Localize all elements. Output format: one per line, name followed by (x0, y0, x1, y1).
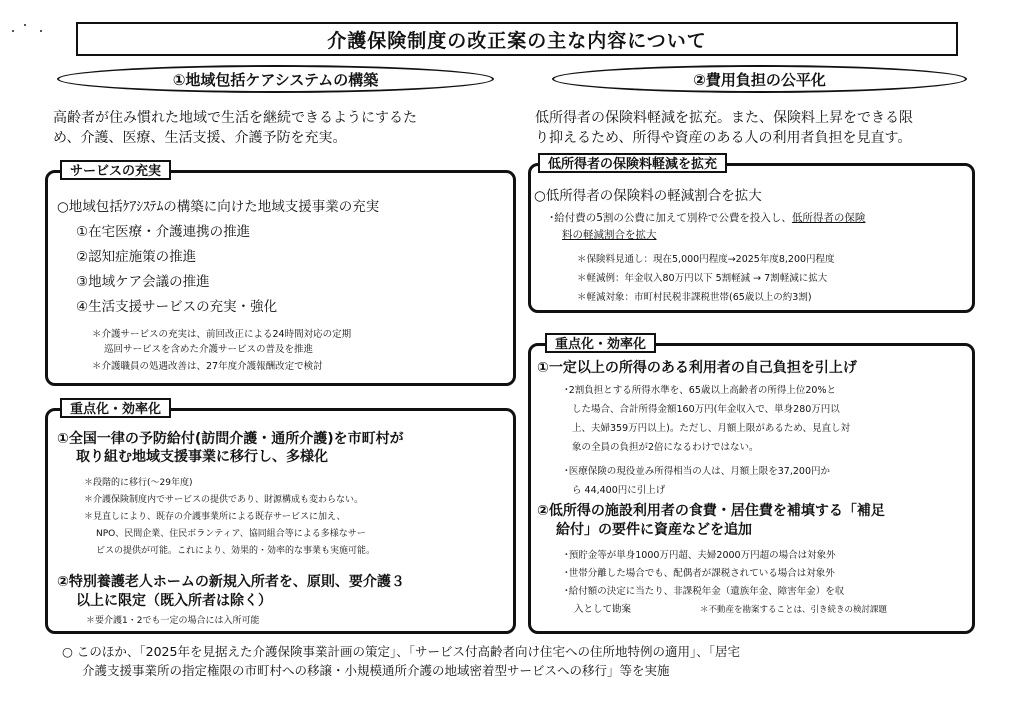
left-priority-panel-label: 重点化・効率化 (60, 398, 171, 418)
lowincome-panel-label: 低所得者の保険料軽減を拡充 (538, 153, 727, 173)
right-priority-note-2: ･世帯分離した場合でも、配偶者が課税されている場合は対象外 (564, 568, 835, 579)
right-priority-panel-label: 重点化・効率化 (545, 333, 656, 353)
left-priority-note: ＊段階的に移行(～29年度) (84, 478, 193, 488)
service-item: ④生活支援サービスの充実・強化 (76, 299, 278, 315)
right-priority-note-small: ＊不動産を勘案することは、引き続きの検討課題 (700, 605, 888, 615)
right-priority-note: ･2割負担とする所得水準を、65歳以上高齢者の所得上位20%と (564, 385, 836, 396)
left-priority-note-2: ＊要介護1・2でも一定の場合には入所可能 (86, 616, 260, 626)
left-priority-item-2: ②特別養護老人ホームの新規入所者を、原則、要介護３ (57, 574, 405, 590)
left-priority-note: NPO、民間企業、住民ボランティア、協同組合等による多様なサー (96, 529, 366, 539)
service-item: ①在宅医療・介護連携の推進 (76, 224, 251, 240)
right-priority-note-2: ･預貯金等が単身1000万円超、夫婦2000万円超の場合は対象外 (564, 550, 836, 561)
right-intro-line: り抑えるため、所得や資産のある人の利用者負担を見直す。 (535, 130, 912, 146)
lowincome-sub-text: ･給付費の5割の公費に加えて別枠で公費を投入し、 (549, 212, 792, 224)
right-priority-note-2: ･給付額の決定に当たり、非課税年金（遺族年金、障害年金）を収 (564, 586, 845, 597)
right-priority-note: ら 44,400円に引上げ (572, 485, 666, 496)
right-priority-note-2: 入として勘案 (574, 604, 632, 615)
right-priority-note: 象の全員の負担が2倍になるわけではない。 (572, 442, 759, 453)
right-priority-note: 上、夫婦359万円以上)。ただし、月額上限があるため、見直し対 (572, 423, 850, 434)
footer-line: ○ このほか、「2025年を見据えた介護保険事業計画の策定」、「サービス付高齢者向け住宅への住所地特例の適用」、「居宅 (62, 644, 740, 659)
lowincome-main-item: ○低所得者の保険料の軽減割合を拡大 (534, 188, 762, 204)
scan-speck (40, 30, 42, 32)
left-intro-line: 高齢者が住み慣れた地域で生活を継続できるようにするた (53, 110, 417, 126)
left-priority-item-2-cont: 以上に限定（既入所者は除く） (76, 593, 272, 609)
right-priority-item-2: ②低所得の施設利用者の食費・居住費を補填する「補足 (537, 503, 885, 519)
service-note: ＊介護サービスの充実は、前回改正による24時間対応の定期 (92, 329, 352, 340)
left-intro-line: め、介護、医療、生活支援、介護予防を充実。 (53, 130, 347, 146)
right-section-heading-text: ②費用負担の公平化 (693, 70, 826, 89)
footer-line: 介護支援事業所の指定権限の市町村への移譲・小規模通所介護の地域密着型サービスへの移行」等を実施 (82, 663, 670, 678)
service-note: ＊介護職員の処遇改善は、27年度介護報酬改定で検討 (92, 361, 323, 372)
lowincome-note: ＊軽減例：年金収入80万円以下 5割軽減 → 7割軽減に拡大 (577, 273, 828, 284)
footer-note (62, 642, 740, 680)
service-item: ③地域ケア会議の推進 (76, 274, 210, 290)
left-section-heading-text: ①地域包括ケアシステムの構築 (172, 70, 379, 89)
service-note: 巡回サービスを含めた介護サービスの普及を推進 (104, 344, 314, 355)
right-priority-note: ･医療保険の現役並み所得相当の人は、月額上限を37,200円か (564, 466, 830, 477)
lowincome-note: ＊保険料見通し：現在5,000円程度→2025年度8,200円程度 (577, 254, 835, 265)
left-priority-note: ＊介護保険制度内でサービスの提供であり、財源構成も変わらない。 (84, 495, 364, 505)
lowincome-sub-underlined-cont: 料の軽減割合を拡大 (562, 229, 657, 241)
page-title (76, 22, 958, 56)
scan-speck (12, 30, 14, 32)
page-title-text: 介護保険制度の改正案の主な内容について (327, 29, 707, 52)
service-main-item: ○地域包括ｹｱｼｽﾃﾑの構築に向けた地域支援事業の充実 (57, 199, 380, 215)
service-item: ②認知症施策の推進 (76, 249, 197, 265)
left-priority-item-1-cont: 取り組む地域支援事業に移行し、多様化 (76, 449, 328, 465)
left-section-heading (57, 65, 494, 93)
right-section-heading (552, 65, 967, 93)
scan-speck (24, 24, 26, 26)
right-intro-line: 低所得者の保険料軽減を拡充。また、保険料上昇をできる限 (535, 110, 913, 126)
left-priority-note: ＊見直しにより、既存の介護事業所による既存サービスに加え、 (84, 512, 346, 522)
right-intro (535, 108, 913, 148)
lowincome-sub (549, 210, 865, 225)
left-priority-item-1: ①全国一律の予防給付(訪問介護・通所介護)を市町村が (57, 431, 404, 447)
left-priority-note: ビスの提供が可能。これにより、効果的・効率的な事業も実施可能。 (96, 546, 376, 556)
right-priority-item-2-cont: 給付」の要件に資産などを追加 (556, 522, 752, 538)
right-priority-item-1: ①一定以上の所得のある利用者の自己負担を引上げ (537, 360, 857, 376)
service-panel-label: サービスの充実 (60, 160, 171, 180)
lowincome-note: ＊軽減対象：市町村民税非課税世帯(65歳以上の約3割) (577, 292, 812, 303)
right-priority-note: した場合、合計所得金額160万円(年金収入で、単身280万円以 (572, 404, 840, 415)
lowincome-sub-underlined: 低所得者の保険 (791, 212, 866, 224)
left-intro (53, 108, 417, 148)
